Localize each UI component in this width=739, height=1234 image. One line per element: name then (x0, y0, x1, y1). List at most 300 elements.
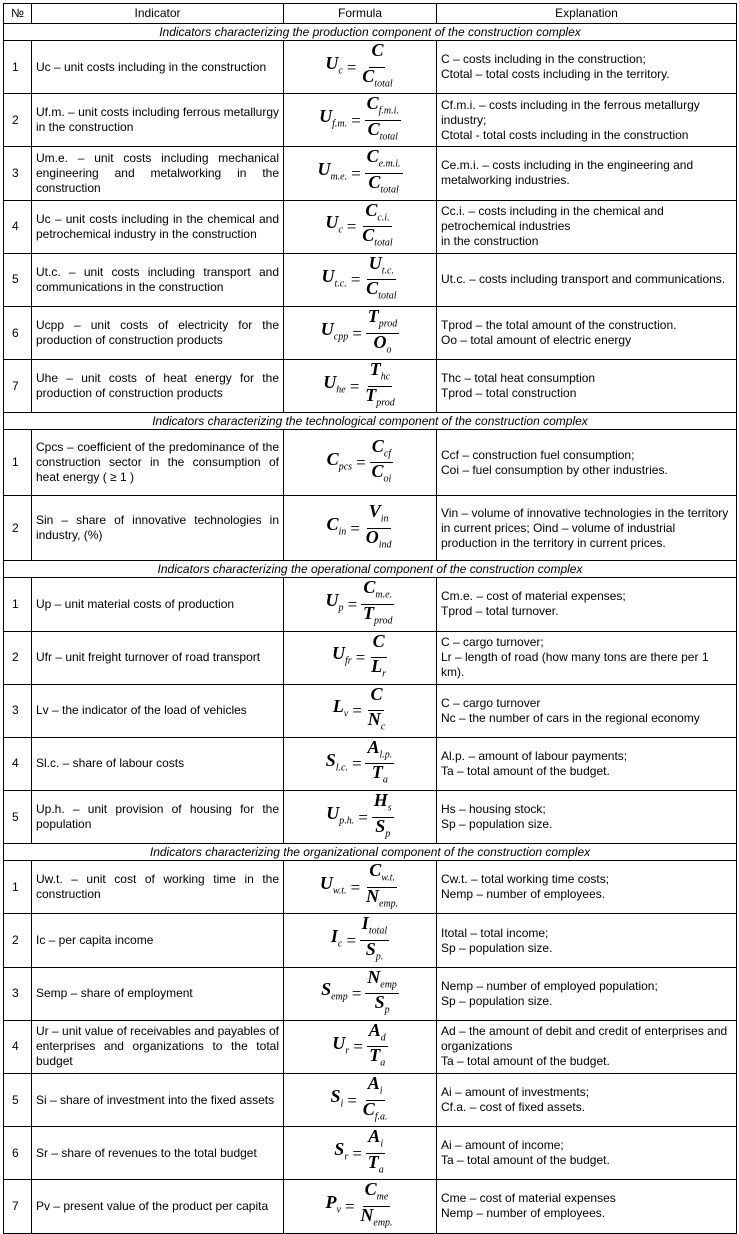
fraction (363, 361, 397, 411)
explanation-line: Cc.i. – costs including in the chemical and petrochemical industries (441, 204, 664, 234)
formula-lhs (332, 1032, 350, 1059)
fraction (370, 435, 394, 488)
explanation-line: Cme – cost of material expenses (441, 1191, 616, 1206)
formula-lhs-symbol: U (325, 212, 339, 233)
numerator-symbol: C (371, 40, 384, 60)
formula (320, 305, 399, 358)
row-number: 3 (4, 147, 32, 200)
fraction-denominator (361, 602, 395, 630)
formula-lhs-subscript: cpp (333, 331, 349, 343)
fraction (360, 199, 394, 252)
table-row (4, 306, 737, 359)
row-number: 1 (4, 430, 32, 496)
row-number: 3 (4, 967, 32, 1020)
denominator-subscript: total (380, 184, 399, 196)
explanation-cell (437, 360, 737, 413)
denominator-subscript: a (382, 775, 388, 787)
numerator-subscript: w.t. (381, 872, 395, 884)
formula-lhs-subscript: w.t. (332, 885, 347, 897)
numerator-symbol: C (369, 860, 382, 881)
formula-lhs-symbol: U (319, 873, 333, 894)
explanation-cell (437, 253, 737, 306)
formula-cell (284, 631, 437, 684)
table-row (4, 967, 737, 1020)
table-row (4, 1127, 737, 1180)
explanation-line: C – costs including in the construction; (441, 52, 646, 67)
indicator-cell: Ut.c. – unit costs including transport and communications in the construction (32, 253, 284, 306)
fraction (364, 862, 400, 912)
formula-lhs (325, 590, 344, 616)
denominator-subscript: prod (373, 615, 393, 627)
indicator-cell: Uc – unit costs including in the construction (32, 41, 284, 94)
denominator-symbol: T (365, 384, 377, 405)
denominator-subscript: prod (376, 397, 395, 409)
formula-cell (284, 1180, 437, 1233)
equals-sign: = (350, 984, 363, 1004)
fraction (361, 579, 395, 629)
numerator-subscript: m.e. (375, 589, 393, 601)
formula-lhs-subscript: in (338, 526, 347, 538)
formula (325, 736, 395, 789)
explanation-cell (437, 684, 737, 737)
formula-cell (284, 1020, 437, 1073)
row-number: 1 (4, 861, 32, 914)
indicator-cell: Uc – unit costs including in the chemical and petrochemical industry in the construction (32, 200, 284, 253)
formula-lhs-symbol: U (325, 52, 339, 73)
explanation-cell (437, 200, 737, 253)
fraction (366, 305, 400, 358)
denominator-symbol: T (362, 602, 374, 623)
explanation-cell (437, 41, 737, 94)
denominator-symbol: S (375, 815, 386, 836)
formula-lhs-symbol: U (319, 105, 333, 126)
formula-lhs (325, 52, 343, 79)
formula-lhs (319, 873, 347, 899)
fraction (367, 1019, 388, 1072)
explanation-cell (437, 306, 737, 359)
formula-cell (284, 360, 437, 413)
fraction-denominator (364, 885, 400, 913)
formula-lhs-symbol: U (321, 265, 335, 286)
table-row (4, 684, 737, 737)
formula-lhs (325, 1192, 341, 1218)
equals-sign: = (350, 754, 363, 774)
row-number: 5 (4, 1074, 32, 1127)
explanation-cell (437, 914, 737, 967)
numerator-symbol: C (372, 630, 385, 651)
numerator-subscript: emp (380, 979, 397, 991)
equals-sign: = (352, 1037, 364, 1057)
indicator-cell: Si – share of investment into the fixed assets (32, 1074, 284, 1127)
indicator-cell: Cpcs – coefficient of the predominance of the construction sector in the consumption of heat energy ( ≥ 1 ) (32, 430, 284, 496)
numerator-symbol: A (368, 1126, 381, 1147)
formula-lhs (326, 802, 355, 829)
table-body (4, 24, 737, 1234)
explanation-cell (437, 1074, 737, 1127)
formula-lhs-symbol: S (325, 749, 336, 770)
formula-lhs-symbol: L (332, 696, 344, 717)
explanation-line: Ccf – construction fuel consumption; (441, 447, 635, 462)
row-number: 7 (4, 1180, 32, 1233)
numerator-symbol: T (367, 305, 379, 326)
fraction-denominator (369, 658, 388, 683)
fraction-denominator (364, 941, 386, 966)
numerator-symbol: H (373, 790, 388, 811)
row-number: 2 (4, 631, 32, 684)
explanation-cell (437, 861, 737, 914)
row-number: 3 (4, 684, 32, 737)
indicator-cell: Ufr – unit freight turnover of road transport (32, 631, 284, 684)
fraction-numerator (368, 683, 384, 712)
formula-lhs-symbol: U (326, 802, 340, 823)
formula (331, 915, 389, 965)
denominator-subscript: ind (378, 539, 392, 551)
indicator-cell: Lv – the indicator of the load of vehicles (32, 684, 284, 737)
formula-lhs-symbol: P (325, 1192, 337, 1213)
row-number: 1 (4, 41, 32, 94)
fraction-numerator (367, 252, 396, 281)
formula-cell (284, 737, 437, 790)
formula-cell (284, 791, 437, 844)
formula (330, 1075, 389, 1125)
denominator-symbol: C (367, 118, 380, 139)
formula (325, 42, 394, 92)
formula-lhs-subscript: i (340, 1098, 344, 1110)
denominator-subscript: c (380, 721, 386, 733)
section-row (4, 844, 737, 861)
denominator-subscript: emp. (379, 898, 399, 910)
equals-sign: = (357, 807, 369, 827)
formula (332, 683, 387, 736)
explanation-cell (437, 430, 737, 496)
fraction-denominator (366, 1151, 386, 1179)
fraction-numerator (363, 1181, 391, 1207)
formula-lhs-symbol: S (330, 1085, 341, 1106)
formula (326, 792, 393, 842)
row-number: 2 (4, 94, 32, 147)
equals-sign: = (349, 877, 362, 897)
numerator-subscript: prod (378, 318, 398, 330)
fraction (358, 1181, 394, 1231)
denominator-subscript: p (384, 1004, 390, 1016)
indicator-cell: Up.h. – unit provision of housing for the population (32, 791, 284, 844)
explanation-line: Ai – amount of income; (441, 1138, 564, 1153)
section-title: Indicators characterizing the production component of the construction complex (4, 24, 737, 41)
formula (331, 630, 388, 683)
numerator-subscript: s (387, 802, 392, 814)
numerator-symbol: T (369, 359, 381, 380)
fraction-numerator (366, 1128, 385, 1154)
fraction (365, 966, 399, 1019)
fraction (369, 630, 388, 683)
formula-lhs (320, 318, 349, 345)
fraction-denominator (366, 118, 400, 146)
denominator-symbol: N (367, 709, 381, 730)
fraction-numerator (365, 966, 399, 995)
denominator-symbol: S (365, 939, 376, 960)
denominator-symbol: O (373, 331, 387, 352)
header-row (4, 4, 737, 24)
fraction (366, 1128, 386, 1178)
formula-lhs (323, 371, 346, 398)
indicator-cell: Up – unit material costs of production (32, 578, 284, 631)
formula-lhs-subscript: l.c. (335, 762, 348, 774)
indicator-cell: Pv – present value of the product per capita (32, 1180, 284, 1233)
denominator-subscript: emp. (373, 1217, 393, 1229)
explanation-line: Nc – the number of cars in the regional economy (441, 710, 700, 725)
formula-lhs-subscript: p (338, 602, 344, 614)
formula-lhs (330, 926, 343, 952)
section-row (4, 24, 737, 41)
equals-sign: = (351, 701, 363, 721)
fraction-denominator (363, 384, 397, 412)
formula-lhs (331, 643, 352, 669)
equals-sign: = (350, 110, 362, 130)
formula-lhs (330, 1085, 344, 1112)
fraction (365, 95, 401, 145)
fraction-numerator (363, 199, 391, 228)
explanation-line: Hs – housing stock; (441, 802, 546, 817)
explanation-line: Sp – population size. (441, 940, 553, 955)
row-number: 4 (4, 200, 32, 253)
numerator-symbol: C (366, 146, 379, 167)
explanation-line: Ctotal - total costs including in the construction (441, 127, 689, 142)
explanation-line: in the construction (441, 234, 539, 249)
formula-lhs (332, 696, 349, 722)
indicator-cell: Ur – unit value of receivables and payables of enterprises and organizations to the total budget (32, 1020, 284, 1073)
equals-sign: = (348, 376, 361, 396)
indicator-cell: Semp – share of employment (32, 967, 284, 1020)
explanation-line: Tprod – total construction (441, 386, 577, 401)
table-row (4, 861, 737, 914)
header-indicator: Indicator (32, 4, 284, 24)
numerator-subscript: c.i. (377, 212, 390, 224)
fraction-numerator (367, 503, 391, 529)
fraction (364, 252, 398, 305)
explanation-cell (437, 1127, 737, 1180)
explanation-line: Cf.m.i. – costs including in the ferrous metallurgy industry; (441, 97, 700, 127)
fraction-numerator (366, 1075, 385, 1101)
denominator-subscript: f.a. (374, 1111, 388, 1123)
explanation-line: Sp – population size. (441, 993, 553, 1008)
numerator-subscript: i (379, 1085, 383, 1097)
formula-lhs (321, 979, 348, 1005)
explanation-line: Nemp – number of employees. (441, 887, 606, 902)
formula-cell (284, 200, 437, 253)
equals-sign: = (345, 931, 357, 951)
explanation-line: Al.p. – amount of labour payments; (441, 748, 628, 763)
formula-cell (284, 496, 437, 561)
fraction-numerator (369, 42, 385, 68)
formula-lhs-subscript: c (338, 224, 343, 236)
formula-lhs (325, 212, 343, 238)
formula-cell (284, 94, 437, 147)
formula (326, 435, 394, 488)
numerator-subscript: in (380, 513, 389, 525)
explanation-cell (437, 967, 737, 1020)
denominator-symbol: O (365, 526, 379, 547)
explanation-line: Cw.t. – total working time costs; (441, 872, 610, 887)
formula-lhs-subscript: v (336, 1204, 341, 1216)
fraction-denominator (366, 171, 400, 199)
table-row (4, 737, 737, 790)
formula-lhs-symbol: U (323, 371, 337, 392)
fraction-denominator (367, 1047, 387, 1072)
section-title: Indicators characterizing the operational component of the construction complex (4, 561, 737, 578)
table-row (4, 1180, 737, 1233)
formula (334, 1128, 385, 1178)
fraction (361, 1075, 390, 1125)
numerator-symbol: C (364, 1179, 377, 1200)
denominator-subscript: p. (375, 951, 384, 963)
fraction-denominator (358, 1204, 394, 1232)
numerator-subscript: i (380, 1138, 384, 1150)
fraction-denominator (364, 280, 398, 305)
formula (332, 1019, 387, 1072)
table-row (4, 147, 737, 200)
equals-sign: = (346, 1090, 358, 1110)
formula-cell (284, 41, 437, 94)
formula-lhs-symbol: U (332, 1032, 346, 1053)
fraction-denominator (373, 994, 392, 1019)
denominator-subscript: oi (383, 473, 392, 485)
explanation-cell (437, 94, 737, 147)
explanation-line: Ctotal – total costs including in the territory. (441, 67, 670, 82)
formula-cell (284, 861, 437, 914)
explanation-cell (437, 496, 737, 561)
numerator-subscript: cf (383, 448, 392, 460)
numerator-subscript: f.m.i. (378, 105, 399, 117)
denominator-symbol: T (367, 1151, 379, 1172)
indicator-cell: Sl.c. – share of labour costs (32, 737, 284, 790)
fraction-numerator (366, 305, 400, 334)
row-number: 7 (4, 360, 32, 413)
denominator-symbol: C (362, 65, 375, 86)
fraction-denominator (371, 331, 393, 359)
explanation-line: Thc – total heat consumption (441, 371, 596, 386)
fraction (365, 148, 403, 198)
fraction (372, 792, 394, 842)
denominator-subscript: total (374, 78, 393, 90)
numerator-symbol: C (363, 577, 376, 598)
explanation-line: Tprod – the total amount of the construction. (441, 318, 677, 333)
numerator-symbol: C (366, 93, 379, 114)
formula-lhs-subscript: fr (344, 655, 352, 667)
fraction-denominator (370, 463, 394, 488)
row-number: 2 (4, 496, 32, 561)
denominator-subscript: a (380, 1058, 386, 1069)
numerator-subscript: hc (380, 371, 391, 383)
header-explanation: Explanation (437, 4, 737, 24)
explanation-cell (437, 147, 737, 200)
explanation-line: Ce.m.i. – costs including in the engineering and metalworking industries. (441, 158, 694, 188)
denominator-subscript: r (382, 668, 387, 680)
explanation-cell (437, 791, 737, 844)
explanation-cell (437, 578, 737, 631)
formula-lhs-symbol: U (331, 643, 345, 664)
denominator-symbol: C (368, 171, 381, 192)
fraction-denominator (373, 815, 392, 843)
formula-lhs (321, 265, 347, 292)
row-number: 6 (4, 306, 32, 359)
fraction (365, 736, 394, 789)
explanation-line: Ta – total amount of the budget. (441, 1054, 610, 1069)
row-number: 2 (4, 914, 32, 967)
table-row (4, 41, 737, 94)
denominator-symbol: C (371, 461, 384, 482)
fraction-denominator (361, 1098, 390, 1126)
equals-sign: = (343, 1196, 356, 1216)
equals-sign: = (350, 163, 362, 183)
equals-sign: = (345, 57, 358, 77)
explanation-line: C – cargo turnover (441, 695, 541, 710)
fraction-denominator (370, 764, 390, 789)
explanation-line: Vin – volume of innovative technologies in the territory in current prices; Oind – volume of industrial production in the territory in current prices. (441, 505, 729, 550)
denominator-subscript: o (386, 344, 392, 356)
numerator-symbol: C (371, 435, 384, 456)
denominator-symbol: L (371, 656, 383, 677)
explanation-line: Lr – length of road (how many tons are there per 1 km). (441, 650, 709, 680)
numerator-symbol: A (368, 1019, 381, 1040)
formula-lhs-subscript: t.c. (334, 278, 347, 290)
numerator-subscript: t.c. (381, 265, 394, 277)
fraction (360, 42, 394, 92)
denominator-symbol: N (360, 1204, 374, 1225)
numerator-symbol: I (361, 913, 369, 934)
formula-cell (284, 430, 437, 496)
explanation-line: Cm.e. – cost of material expenses; (441, 589, 626, 604)
numerator-symbol: V (368, 501, 381, 522)
denominator-symbol: S (374, 992, 385, 1013)
equals-sign: = (349, 270, 362, 290)
formula (321, 252, 398, 305)
denominator-symbol: N (366, 885, 380, 906)
indicator-cell: Uhe – unit costs of heat energy for the production of construction products (32, 360, 284, 413)
formula-lhs-subscript: f.m. (332, 118, 348, 130)
formula-cell (284, 684, 437, 737)
table-row (4, 1074, 737, 1127)
indicator-cell: Ucpp – unit costs of electricity for the production of construction products (32, 306, 284, 359)
row-number: 1 (4, 578, 32, 631)
header-num: № (4, 4, 32, 24)
table-row (4, 631, 737, 684)
explanation-line: Tprod – total turnover. (441, 604, 559, 619)
fraction-denominator (360, 227, 394, 252)
formula-lhs-symbol: S (321, 979, 332, 1000)
explanation-line: Nemp – number of employees. (441, 1206, 606, 1221)
explanation-line: Ad – the amount of debit and credit of enterprises and organizations (441, 1024, 728, 1054)
formula-cell (284, 253, 437, 306)
formula-lhs-symbol: U (320, 318, 334, 339)
table-row (4, 253, 737, 306)
equals-sign: = (345, 217, 358, 237)
table-row (4, 578, 737, 631)
numerator-symbol: A (367, 1073, 380, 1093)
table-row (4, 1020, 737, 1073)
row-number: 4 (4, 737, 32, 790)
numerator-subscript: e.m.i. (378, 158, 401, 170)
explanation-line: C – cargo turnover; (441, 635, 544, 650)
formula-lhs-symbol: U (317, 159, 331, 180)
section-row (4, 561, 737, 578)
formula-lhs (325, 749, 348, 776)
explanation-line: Oo – total amount of electric energy (441, 333, 632, 348)
indicator-cell: Um.e. – unit costs including mechanical engineering and metalworking in the construction (32, 147, 284, 200)
formula (323, 361, 396, 411)
fraction (366, 683, 387, 736)
fraction-numerator (367, 1019, 388, 1048)
row-number: 6 (4, 1127, 32, 1180)
